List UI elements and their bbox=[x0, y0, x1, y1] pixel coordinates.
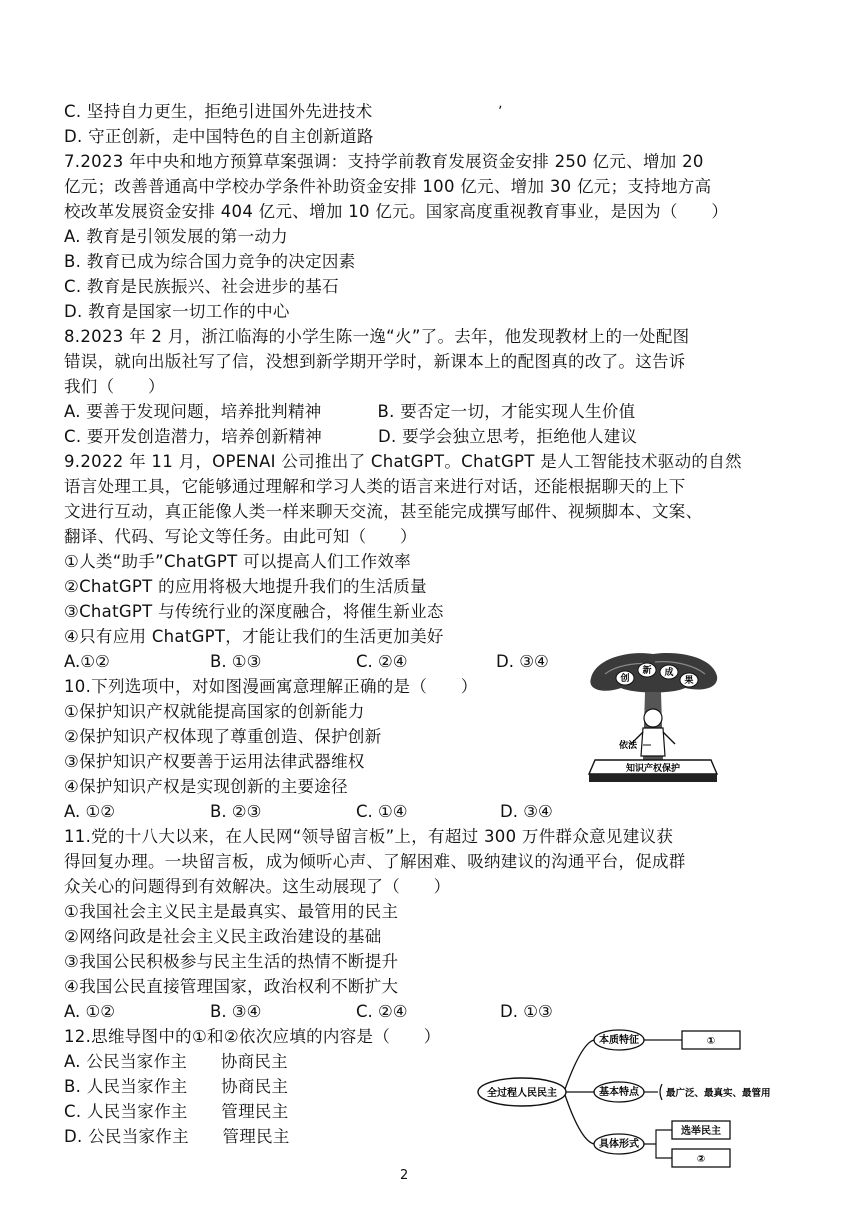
q11-statement-4: ④我国公民直接管理国家，政治权利不断扩大 bbox=[64, 977, 399, 996]
fruit-1 bbox=[616, 671, 634, 685]
q10-option-c: C. ①④ bbox=[356, 802, 408, 821]
q10-stem: 10.下列选项中，对如图漫画寓意理解正确的是（ ） bbox=[64, 677, 478, 696]
q11-statement-1: ①我国社会主义民主是最真实、最管用的民主 bbox=[64, 902, 399, 921]
fruit-2 bbox=[638, 663, 656, 677]
branch-2-brace bbox=[660, 1084, 662, 1100]
q7-stem-line3: 校改革发展资金安排 404 亿元、增加 10 亿元。国家高度重视教育事业，是因为（ ） bbox=[64, 202, 729, 221]
q12-option-d: D. 公民当家作主 管理民主 bbox=[64, 1127, 290, 1146]
stray-mark: ʼ bbox=[498, 104, 503, 120]
ip-protection-cartoon bbox=[585, 648, 721, 788]
branch-1-label: 本质特征 bbox=[599, 1035, 639, 1046]
q8-options-cd: C. 要开发创造潜力，培养创新精神 D. 要学会独立思考，拒绝他人建议 bbox=[64, 427, 638, 446]
branch-1-answer-label: ① bbox=[706, 1036, 716, 1047]
branch-2-label: 基本特点 bbox=[599, 1087, 639, 1098]
q10-statement-2: ②保护知识产权体现了尊重创造、保护创新 bbox=[64, 727, 382, 746]
q10-statement-1: ①保护知识产权就能提高国家的创新能力 bbox=[64, 702, 365, 721]
q9-statement-1: ①人类“助手”ChatGPT 可以提高人们工作效率 bbox=[64, 552, 412, 571]
q10-option-a: A. ①② bbox=[64, 802, 116, 821]
fruit-label-4: 果 bbox=[684, 676, 694, 686]
q7-option-d: D. 教育是国家一切工作的中心 bbox=[64, 302, 290, 321]
q7-option-c: C. 教育是民族振兴、社会进步的基石 bbox=[64, 277, 339, 296]
q7-stem-line2: 亿元；改善普通高中学校办学条件补助资金安排 100 亿元、增加 30 亿元；支持地方高 bbox=[64, 177, 712, 196]
figure-head bbox=[644, 709, 662, 727]
connector-3 bbox=[564, 1092, 594, 1144]
q11-stem-line3: 众关心的问题得到有效解决。这生动展现了（ ） bbox=[64, 877, 451, 896]
q8-stem-line2: 错误，就向出版社写了信，没想到新学期开学时，新课本上的配图真的改了。这告诉 bbox=[64, 352, 686, 371]
q11-option-d: D. ①③ bbox=[500, 1002, 553, 1021]
q7-option-b: B. 教育已成为综合国力竞争的决定因素 bbox=[64, 252, 356, 271]
q8-stem-line1: 8.2023 年 2 月，浙江临海的小学生陈一逸“火”了。去年，他发现教材上的一处配图 bbox=[64, 327, 690, 346]
base-label: 知识产权保护 bbox=[625, 764, 681, 774]
q9-stem-line2: 语言处理工具，它能够通过理解和学习人类的语言来进行对话，还能根据聊天的上下 bbox=[64, 477, 686, 496]
q6-option-c: C. 坚持自力更生，拒绝引进国外先进技术 bbox=[64, 102, 373, 121]
q12-option-a: A. 公民当家作主 协商民主 bbox=[64, 1052, 288, 1071]
connector-1 bbox=[564, 1040, 594, 1092]
mind-map-diagram bbox=[476, 1028, 798, 1174]
q9-stem-line1: 9.2022 年 11 月，OPENAI 公司推出了 ChatGPT。ChatGPT 是人工智能技术驱动的自然 bbox=[64, 452, 742, 471]
q9-option-b: B. ①③ bbox=[210, 652, 262, 671]
q9-option-d: D. ③④ bbox=[496, 652, 549, 671]
branch-3-box-2-label: ② bbox=[696, 1154, 706, 1165]
q9-statement-3: ③ChatGPT 与传统行业的深度融合，将催生新业态 bbox=[64, 602, 444, 621]
figure-body bbox=[641, 728, 665, 756]
trunk-label: 依法 bbox=[619, 741, 638, 751]
q9-stem-line4: 翻译、代码、写论文等任务。由此可知（ ） bbox=[64, 527, 417, 546]
q10-statement-4: ④保护知识产权是实现创新的主要途径 bbox=[64, 777, 348, 796]
q10-option-d: D. ③④ bbox=[500, 802, 553, 821]
page-number: 2 bbox=[400, 1168, 409, 1183]
q12-option-b: B. 人民当家作主 协商民主 bbox=[64, 1077, 289, 1096]
branch-3-box-1-label: 选举民主 bbox=[681, 1126, 721, 1137]
q11-option-b: B. ③④ bbox=[210, 1002, 262, 1021]
center-node-label: 全过程人民民主 bbox=[487, 1088, 557, 1099]
q11-statement-3: ③我国公民积极参与民主生活的热情不断提升 bbox=[64, 952, 399, 971]
q12-stem: 12.思维导图中的①和②依次应填的内容是（ ） bbox=[64, 1027, 441, 1046]
branch-2-value: 最广泛、最真实、最管用 bbox=[666, 1088, 771, 1099]
q7-option-a: A. 教育是引领发展的第一动力 bbox=[64, 227, 288, 246]
q9-statement-4: ④只有应用 ChatGPT，才能让我们的生活更加美好 bbox=[64, 627, 444, 646]
q8-options-ab: A. 要善于发现问题，培养批判精神 B. 要否定一切，才能实现人生价值 bbox=[64, 402, 636, 421]
q11-statement-2: ②网络问政是社会主义民主政治建设的基础 bbox=[64, 927, 382, 946]
fruit-3 bbox=[660, 665, 678, 679]
q11-stem-line1: 11.党的十八大以来，在人民网“领导留言板”上，有超过 300 万件群众意见建议获 bbox=[64, 827, 674, 846]
fruit-label-3: 成 bbox=[664, 668, 674, 678]
q6-option-d: D. 守正创新，走中国特色的自主创新道路 bbox=[64, 127, 374, 146]
q10-option-b: B. ②③ bbox=[210, 802, 262, 821]
fruit-label-1: 创 bbox=[620, 674, 630, 684]
connector-3b bbox=[644, 1130, 672, 1158]
branch-3-label: 具体形式 bbox=[599, 1139, 639, 1150]
cartoon-base-shadow bbox=[589, 774, 717, 782]
fruit-label-2: 新 bbox=[642, 666, 652, 676]
q9-option-c: C. ②④ bbox=[356, 652, 408, 671]
q9-statement-2: ②ChatGPT 的应用将极大地提升我们的生活质量 bbox=[64, 577, 427, 596]
q9-option-a: A.①② bbox=[64, 652, 110, 671]
q12-option-c: C. 人民当家作主 管理民主 bbox=[64, 1102, 289, 1121]
fruit-4 bbox=[680, 673, 698, 687]
q11-option-c: C. ②④ bbox=[356, 1002, 408, 1021]
q10-statement-3: ③保护知识产权要善于运用法律武器维权 bbox=[64, 752, 365, 771]
q8-stem-line3: 我们（ ） bbox=[64, 377, 165, 396]
q11-stem-line2: 得回复办理。一块留言板，成为倾听心声、了解困难、吸纳建议的沟通平台，促成群 bbox=[64, 852, 686, 871]
q7-stem-line1: 7.2023 年中央和地方预算草案强调：支持学前教育发展资金安排 250 亿元、增加 20 bbox=[64, 152, 704, 171]
q11-option-a: A. ①② bbox=[64, 1002, 116, 1021]
q9-stem-line3: 文进行互动，真正能像人类一样来聊天交流，甚至能完成撰写邮件、视频脚本、文案、 bbox=[64, 502, 703, 521]
